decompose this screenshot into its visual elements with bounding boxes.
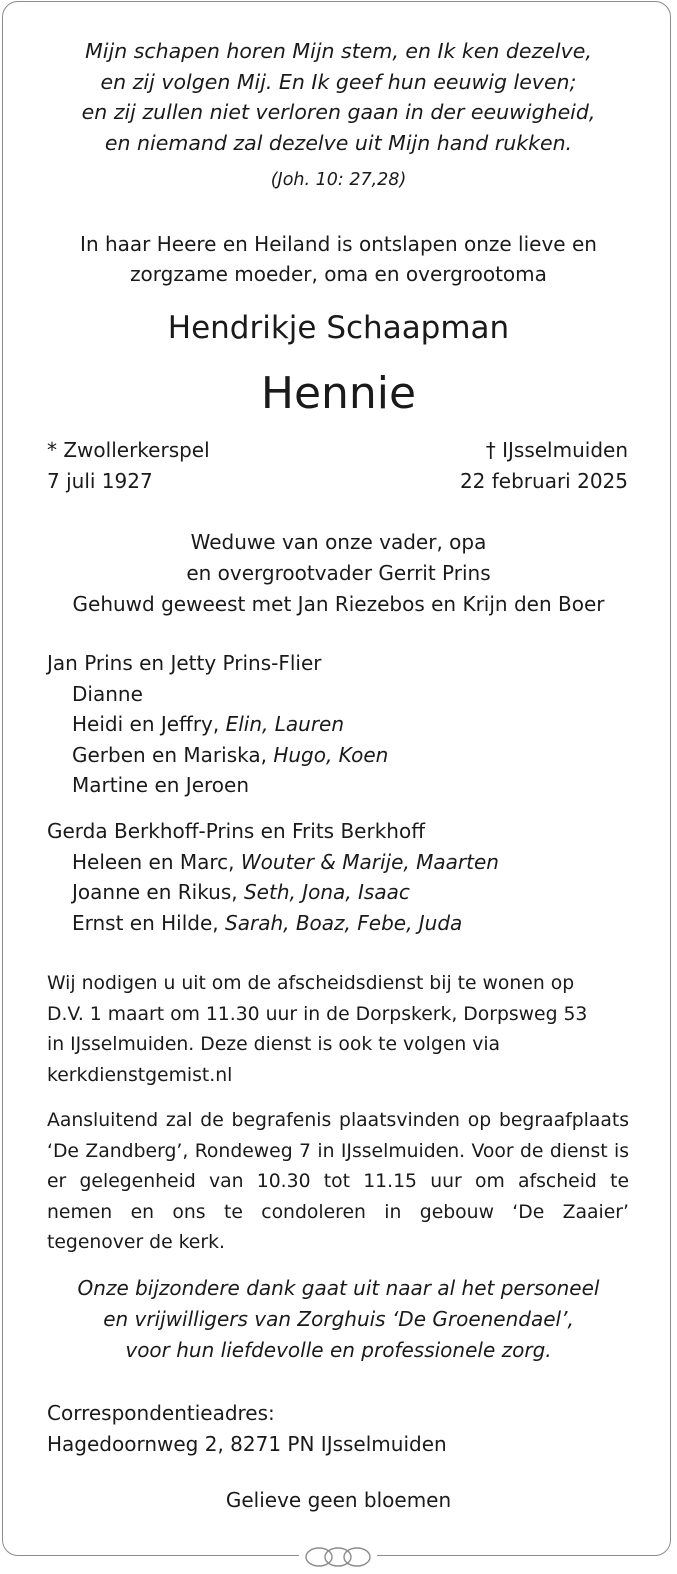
intro-line: zorgzame moeder, oma en overgrootoma <box>130 262 547 286</box>
thanks-text <box>46 1273 631 1366</box>
birth-date: 7 juli 1927 <box>47 469 153 493</box>
intro-text <box>46 229 631 289</box>
thanks-line: voor hun liefdevolle en professionele zorg. <box>125 1338 552 1362</box>
verse-line: en zij volgen Mij. En Ik geef hun eeuwig leven; <box>100 69 577 94</box>
family-member: Heleen en Marc, Wouter & Marije, Maarten <box>72 849 499 874</box>
family-member: Dianne <box>72 681 143 706</box>
birth-info <box>47 435 210 497</box>
death-place: † IJsselmuiden <box>485 438 628 462</box>
family-group <box>47 816 499 938</box>
verse-reference: (Joh. 10: 27,28) <box>270 170 407 190</box>
deceased-nickname: Hennie <box>260 368 417 419</box>
verse-line: en zij zullen niet verloren gaan in der eeuwigheid, <box>81 100 596 124</box>
thanks-line: en vrijwilligers van Zorghuis ‘De Groenendael’, <box>103 1307 574 1331</box>
thanks-line: Onze bijzondere dank gaat uit naar al het personeel <box>77 1276 600 1300</box>
intro-line: In haar Heere en Heiland is ontslapen onze lieve en <box>80 232 597 256</box>
death-date: 22 februari 2025 <box>459 469 628 493</box>
widow-line: Gehuwd geweest met Jan Riezebos en Krijn den Boer <box>72 592 605 616</box>
verse-line: Mijn schapen horen Mijn stem, en Ik ken dezelve, <box>85 39 592 63</box>
family-member: Gerben en Mariska, Hugo, Koen <box>72 742 389 767</box>
correspondence-address: Hagedoornweg 2, 8271 PN IJsselmuiden <box>47 1432 447 1456</box>
service-line: D.V. 1 maart om 11.30 uur in de Dorpskerk, Dorpsweg 53 <box>47 1003 588 1025</box>
service-info <box>47 969 629 1091</box>
bible-verse <box>46 36 631 158</box>
family-group <box>47 648 388 801</box>
family-member: Joanne en Rikus, Seth, Jona, Isaac <box>72 880 410 904</box>
burial-info: Aansluitend zal de begrafenis plaatsvinden op begraafplaats ‘De Zandberg’, Rondeweg 7 in IJsselmuiden. Voor de dienst is er gelegenheid van 10.30 tot 11.15 uur om afscheid te nemen en ons te condoleren in gebouw ‘De Zaaier’ tegenover de kerk. <box>47 1110 629 1253</box>
service-line: in IJsselmuiden. Deze dienst is ook te volgen via <box>47 1034 501 1055</box>
death-info <box>460 435 628 497</box>
verse-line: en niemand zal dezelve uit Mijn hand rukken. <box>104 130 573 155</box>
family-head: Jan Prins en Jetty Prins-Flier <box>47 651 322 675</box>
family-member: Martine en Jeroen <box>72 773 250 797</box>
correspondence <box>47 1398 447 1460</box>
correspondence-label: Correspondentieadres: <box>47 1401 275 1425</box>
widow-line: en overgrootvader Gerrit Prins <box>186 561 491 585</box>
service-line: kerkdienstgemist.nl <box>47 1064 233 1086</box>
widow-text <box>30 527 647 620</box>
deceased-full-name: Hendrikje Schaapman <box>167 310 510 346</box>
widow-line: Weduwe van onze vader, opa <box>190 530 487 554</box>
no-flowers-note: Gelieve geen bloemen <box>225 1488 452 1512</box>
family-member: Ernst en Hilde, Sarah, Boaz, Febe, Juda <box>72 910 463 935</box>
ornament-rings-icon <box>299 1546 377 1568</box>
family-member: Heidi en Jeffry, Elin, Lauren <box>72 712 345 736</box>
birth-place: * Zwollerkerspel <box>47 438 210 462</box>
service-line: Wij nodigen u uit om de afscheidsdienst bij te wonen op <box>47 973 575 994</box>
family-head: Gerda Berkhoff-Prins en Frits Berkhoff <box>47 819 425 843</box>
